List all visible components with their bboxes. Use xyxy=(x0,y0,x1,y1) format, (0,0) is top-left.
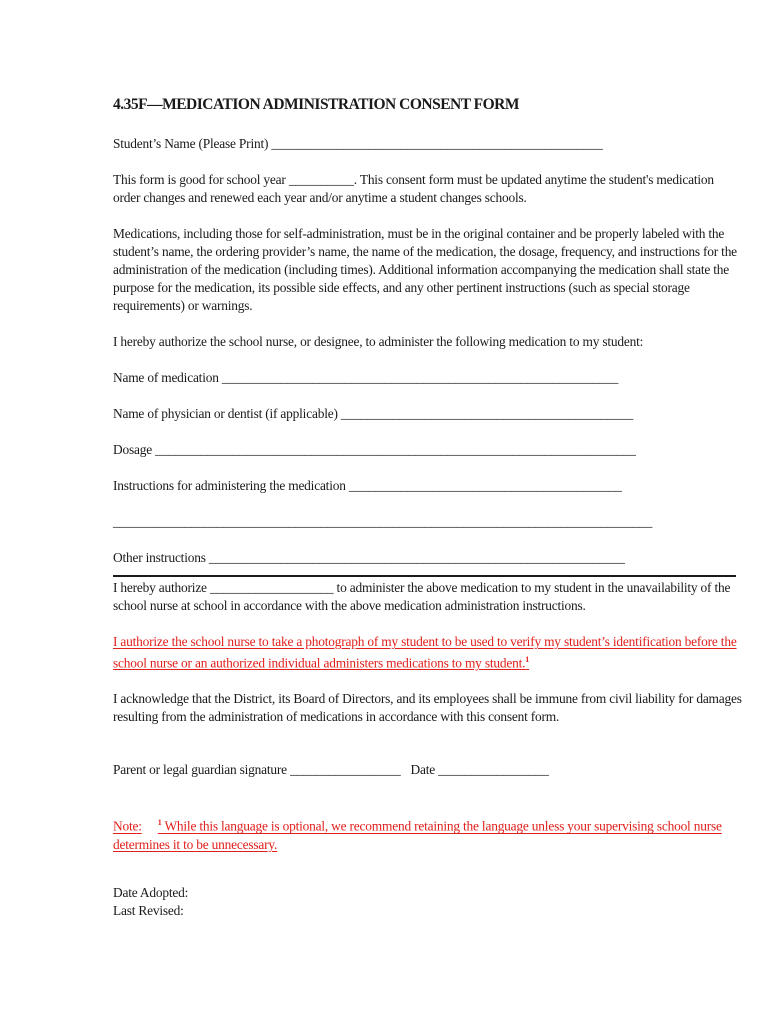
alternate-designee-field[interactable]: ___________________ xyxy=(209,580,334,595)
physician-field[interactable]: _____________________________________________ xyxy=(340,406,634,421)
alternate-authorize-prefix: I hereby authorize xyxy=(113,580,207,595)
form-title: 4.35F—MEDICATION ADMINISTRATION CONSENT FORM xyxy=(113,96,520,113)
photo-consent-paragraph xyxy=(113,633,743,672)
signature-label: Parent or legal guardian signature xyxy=(113,762,287,778)
signature-row xyxy=(113,761,743,779)
physician-label: Name of physician or dentist (if applicable) xyxy=(113,406,338,421)
physician-row xyxy=(113,405,743,423)
dosage-row xyxy=(113,441,743,459)
instructions-continuation-row xyxy=(113,513,743,531)
school-year-paragraph xyxy=(113,171,743,207)
section-divider xyxy=(113,575,736,577)
medication-name-label: Name of medication xyxy=(113,370,219,385)
instructions-field[interactable]: __________________________________________ xyxy=(348,478,622,493)
note-text: While this language is optional, we recommend retaining the language unless your supervising school nurse determines it to be unnecessary. xyxy=(113,818,722,852)
note-label: Note: xyxy=(113,818,142,834)
student-name-row xyxy=(113,135,743,153)
medication-name-field[interactable]: _____________________________________________________________ xyxy=(221,370,619,385)
other-instructions-row xyxy=(113,549,743,567)
dosage-label: Dosage xyxy=(113,442,152,457)
authorize-nurse-paragraph: I hereby authorize the school nurse, or designee, to administer the following medication to my student: xyxy=(113,334,644,349)
photo-footnote-marker: 1 xyxy=(525,655,530,664)
adoption-info xyxy=(113,884,743,920)
date-label: Date xyxy=(410,762,435,778)
optional-language-note xyxy=(113,814,743,853)
student-name-label: Student’s Name (Please Print) xyxy=(113,136,269,151)
last-revised-label: Last Revised: xyxy=(113,902,184,918)
instructions-continuation-field[interactable]: ___________________________________________________________________________________ xyxy=(113,514,653,529)
photo-consent-text: I authorize the school nurse to take a photograph of my student to be used to verify my student’s identification before the school nurse or an authorized individual administers medications to my student. xyxy=(113,634,737,671)
alternate-authorize-paragraph xyxy=(113,579,743,615)
instructions-row xyxy=(113,477,743,495)
form-content xyxy=(113,95,743,920)
school-year-field[interactable]: __________ xyxy=(288,172,354,187)
school-year-suffix: . This consent form must be updated anytime the student's medication order changes and renewed each year and/or anytime a student changes schools. xyxy=(113,172,714,205)
other-instructions-field[interactable]: ________________________________________________________________ xyxy=(208,550,625,565)
alternate-authorize-suffix: to administer the above medication to my student in the unavailability of the school nurse at school in accordance with the above medication administration instructions. xyxy=(113,580,731,613)
note-footnote-marker: 1 xyxy=(157,818,162,828)
date-field[interactable]: _________________ xyxy=(438,762,549,778)
date-adopted-label: Date Adopted: xyxy=(113,884,189,900)
other-instructions-label: Other instructions xyxy=(113,550,206,565)
instructions-label: Instructions for administering the medication xyxy=(113,478,346,493)
immunity-paragraph: I acknowledge that the District, its Board of Directors, and its employees shall be immune from civil liability for damages resulting from the administration of medications in accordance with this consent form. xyxy=(113,691,742,725)
student-name-field[interactable]: ___________________________________________________ xyxy=(271,136,603,151)
signature-field[interactable]: _________________ xyxy=(290,762,401,778)
medication-name-row xyxy=(113,369,743,387)
medications-requirements-paragraph: Medications, including those for self-administration, must be in the original container and be properly labeled with the student’s name, the ordering provider’s name, the name of the medication, the dosage, frequency, and instructions for the administration of the medication (including times). Additional information accompanying the medication shall state the purpose for the medication, its possible side effects, and any other pertinent instructions (such as special storage requirements) or warnings. xyxy=(113,226,737,313)
school-year-prefix: This form is good for school year xyxy=(113,172,286,187)
dosage-field[interactable]: __________________________________________________________________________ xyxy=(155,442,636,457)
